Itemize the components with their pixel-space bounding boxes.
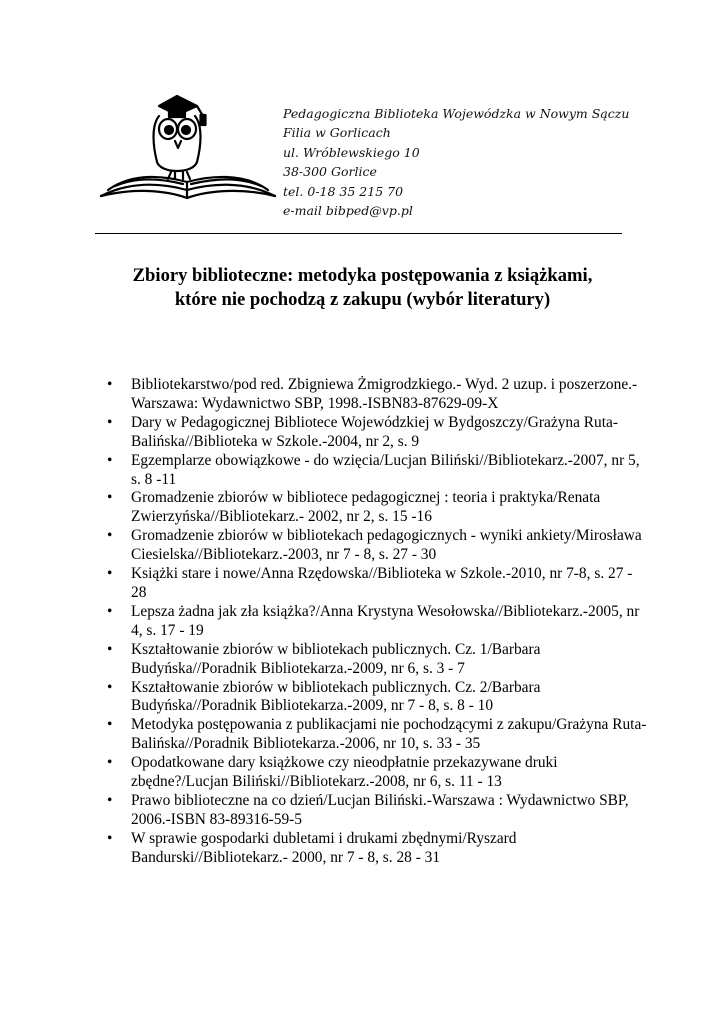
list-item: • Opodatkowane dary książkowe czy nieodpłatnie przekazywane druki zbędne?/Lucjan Biliński//Bibliotekarz.-2008, nr 6, s. 11 - 13 [107,754,647,792]
bibliography-list [107,376,647,868]
library-address-block [283,104,629,220]
street-address: ul. Wróblewskiego 10 [283,144,420,160]
list-item: • Lepsza żadna jak zła książka?/Anna Krystyna Wesołowska//Bibliotekarz.-2005, nr 4, s. 17 - 19 [107,603,647,641]
title-line-2: które nie pochodzą z zakupu (wybór literatury) [174,289,551,310]
list-item: • Metodyka postępowania z publikacjami nie pochodzącymi z zakupu/Grażyna Ruta-Balińska//Poradnik Bibliotekarza.-2006, nr 10, s. 33 - 35 [107,716,647,754]
postcode-city: 38-300 Gorlice [283,164,377,180]
institution-name: Pedagogiczna Biblioteka Wojewódzka w Nowym Sączu [283,106,630,121]
list-item: • Gromadzenie zbiorów w bibliotece pedagogicznej : teoria i praktyka/Renata Zwierzyńska//Bibliotekarz.- 2002, nr 2, s. 15 -16 [107,489,647,527]
list-item: • Egzemplarze obowiązkowe - do wzięcia/Lucjan Biliński//Bibliotekarz.-2007, nr 5, s. 8 -11 [107,452,647,490]
document-title [80,264,645,312]
list-item: • Bibliotekarstwo/pod red. Zbigniewa Żmigrodzkiego.- Wyd. 2 uzup. i poszerzone.- Warszawa: Wydawnictwo SBP, 1998.-ISBN83-87629-09-X [107,376,647,414]
library-owl-logo [93,86,283,211]
header-divider [95,233,622,234]
list-item: • Kształtowanie zbiorów w bibliotekach publicznych. Cz. 2/Barbara Budyńska//Poradnik Bibliotekarza.-2009, nr 7 - 8, s. 8 - 10 [107,679,647,717]
email-address: e-mail bibped@vp.pl [283,203,413,219]
list-item: • Dary w Pedagogicznej Bibliotece Wojewódzkiej w Bydgoszczy/Grażyna Ruta-Balińska//Biblioteka w Szkole.-2004, nr 2, s. 9 [107,414,647,452]
list-item: • W sprawie gospodarki dubletami i drukami zbędnymi/Ryszard Bandurski//Bibliotekarz.- 2000, nr 7 - 8, s. 28 - 31 [107,830,647,868]
phone-number: tel. 0-18 35 215 70 [283,183,404,199]
title-line-1: Zbiory biblioteczne: metodyka postępowania z książkami, [132,265,593,286]
list-item: • Prawo biblioteczne na co dzień/Lucjan Biliński.-Warszawa : Wydawnictwo SBP, 2006.-ISBN 83-89316-59-5 [107,792,647,830]
list-item: • Gromadzenie zbiorów w bibliotekach pedagogicznych - wyniki ankiety/Mirosława Ciesielska//Bibliotekarz.-2003, nr 7 - 8, s. 27 - 30 [107,527,647,565]
branch-name: Filia w Gorlicach [283,125,391,141]
list-item: • Książki stare i nowe/Anna Rzędowska//Biblioteka w Szkole.-2010, nr 7-8, s. 27 - 28 [107,565,647,603]
owl-on-book-icon [93,86,283,211]
list-item: • Kształtowanie zbiorów w bibliotekach publicznych. Cz. 1/Barbara Budyńska//Poradnik Bibliotekarza.-2009, nr 6, s. 3 - 7 [107,641,647,679]
